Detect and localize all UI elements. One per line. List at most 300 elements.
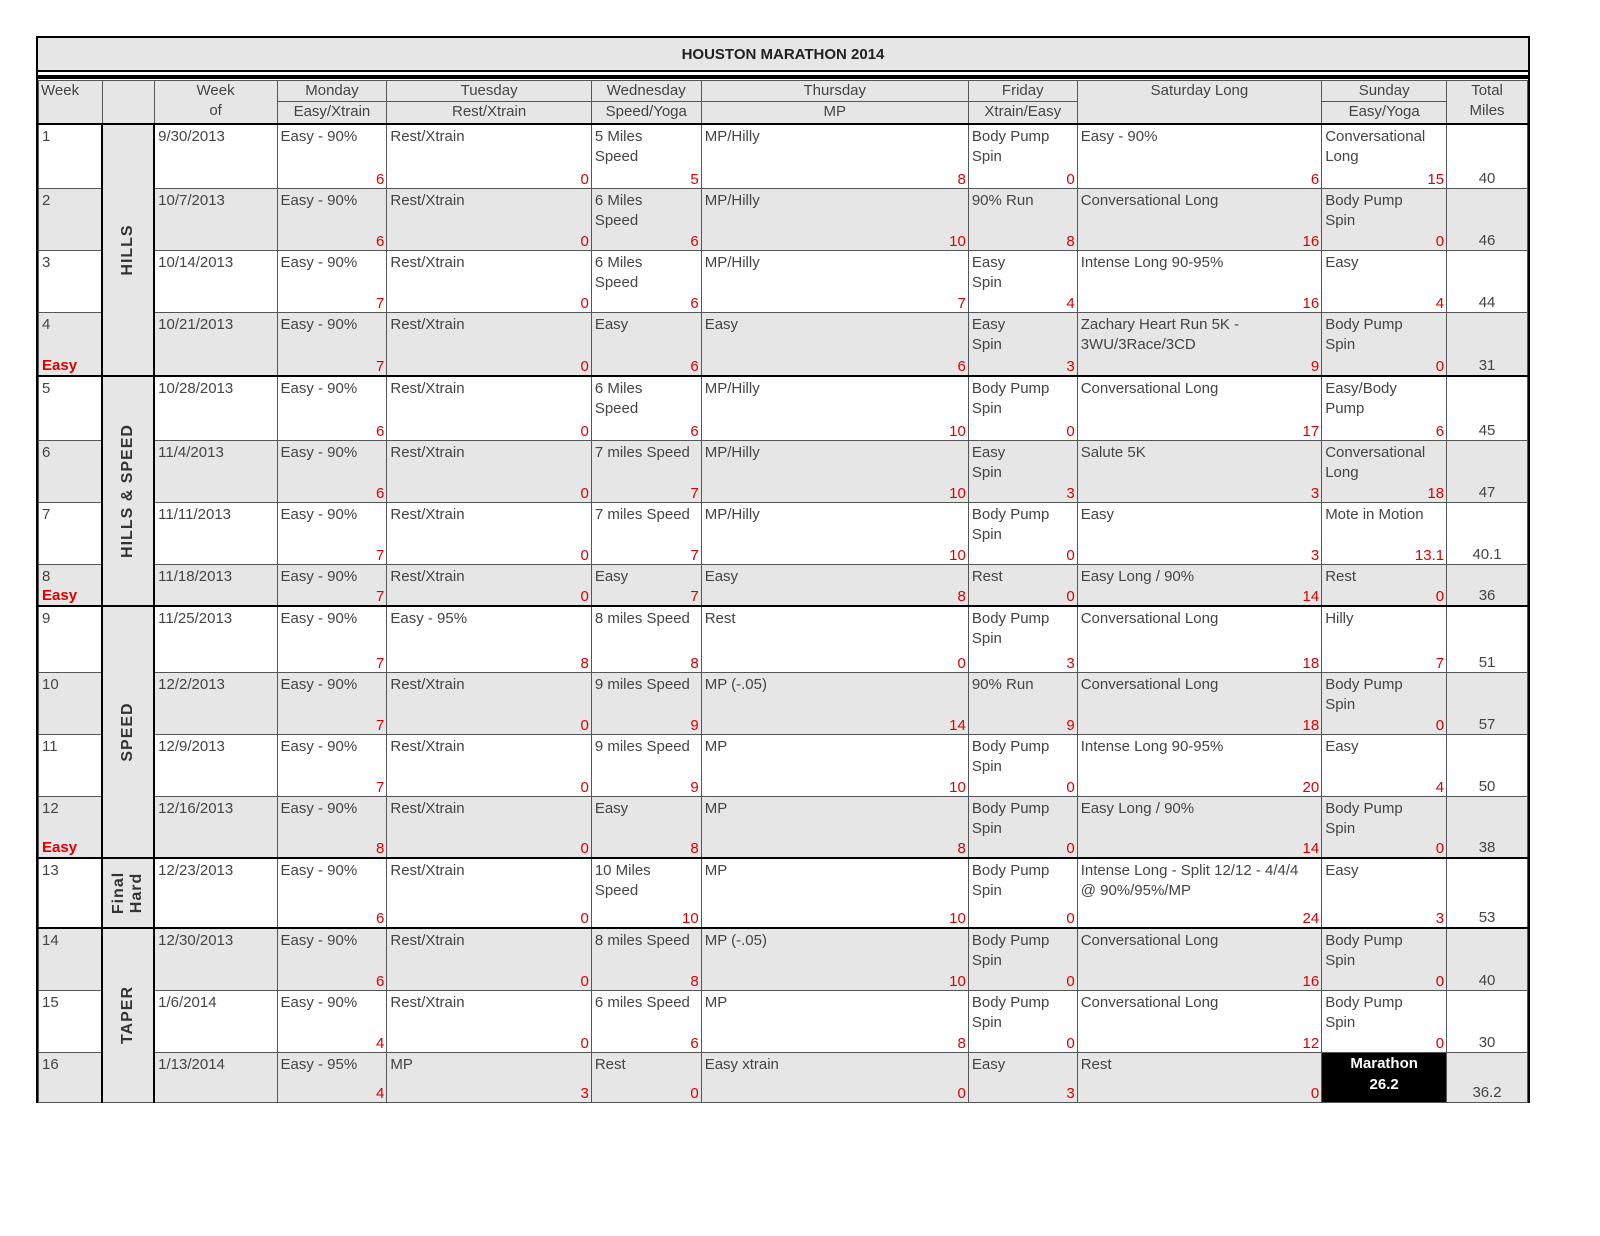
total-miles: 46 (1478, 231, 1496, 249)
week-of-date-text: 9/30/2013 (158, 128, 225, 145)
workout-miles: 0 (690, 1084, 699, 1102)
workout-cell (968, 796, 1077, 858)
header-total (1447, 81, 1528, 125)
workout-text: Easy Spin (971, 253, 1006, 291)
header-day-type: Easy/Xtrain (278, 101, 387, 122)
workout-cell (1077, 734, 1321, 796)
header-day-name: Wednesday (606, 82, 686, 99)
header-week-label: Week (41, 82, 80, 99)
workout-cell (701, 1052, 968, 1102)
total-miles: 40.1 (1472, 545, 1502, 563)
total-miles-cell (1447, 858, 1528, 928)
workout-cell (701, 440, 968, 502)
workout-miles: 7 (376, 294, 385, 312)
phase-label: HILLS & SPEED (119, 424, 137, 558)
workout-cell (591, 796, 701, 858)
workout-text: MP (704, 862, 728, 879)
workout-text: Rest/Xtrain (390, 191, 465, 209)
week-number: 16 (42, 1055, 59, 1073)
workout-text: Easy - 90% (280, 315, 358, 333)
header-day-name: Tuesday (460, 82, 518, 99)
workout-cell (1322, 672, 1447, 734)
workout-cell (1322, 734, 1447, 796)
workout-cell (1077, 188, 1321, 250)
total-miles: 40 (1478, 971, 1496, 989)
week-number: 2 (42, 191, 51, 209)
workout-cell (387, 734, 591, 796)
workout-cell (1322, 564, 1447, 606)
week-of-date (154, 312, 277, 376)
workout-cell (591, 672, 701, 734)
phase-cell (102, 928, 154, 1102)
workout-text: Easy (1325, 862, 1359, 879)
workout-miles: 7 (376, 546, 385, 564)
total-miles-cell (1447, 1052, 1528, 1102)
week-number-cell (39, 188, 103, 250)
header-week-of-line1: Week (196, 82, 235, 99)
week-of-date (154, 1052, 277, 1102)
workout-miles: 7 (957, 294, 966, 312)
workout-cell (277, 188, 387, 250)
workout-cell (968, 672, 1077, 734)
workout-miles: 0 (580, 546, 589, 564)
workout-text: Body Pump Spin (1325, 932, 1403, 969)
week-row (39, 312, 1528, 376)
workout-text: Rest/Xtrain (390, 993, 465, 1011)
workout-text: Conversational Long (1080, 993, 1219, 1011)
week-row (39, 440, 1528, 502)
workout-cell (591, 376, 701, 440)
total-miles: 30 (1478, 1033, 1496, 1051)
workout-miles: 8 (957, 170, 966, 188)
workout-text: Rest (1080, 1055, 1112, 1073)
workout-cell (968, 990, 1077, 1052)
week-number-cell (39, 124, 103, 188)
week-row (39, 928, 1528, 990)
workout-text: 10 Miles Speed (594, 862, 651, 899)
workout-miles: 10 (949, 778, 966, 796)
workout-miles: 10 (949, 972, 966, 990)
week-number: 3 (42, 253, 51, 271)
workout-text: MP/Hilly (704, 443, 760, 461)
workout-text: 6 Miles Speed (594, 253, 643, 291)
total-miles: 38 (1478, 839, 1496, 856)
workout-text: Easy (971, 1055, 1006, 1073)
header-day-name: Thursday (803, 82, 867, 99)
phase-label: SPEED (119, 702, 137, 762)
total-miles-cell (1447, 440, 1528, 502)
workout-miles: 4 (1435, 294, 1445, 312)
workout-text: 6 Miles Speed (594, 191, 643, 229)
workout-miles: 3 (1066, 1084, 1075, 1102)
workout-miles: 0 (1435, 1034, 1445, 1052)
workout-cell (277, 312, 387, 376)
week-of-date (154, 188, 277, 250)
workout-miles: 0 (580, 358, 589, 375)
workout-text: Easy - 90% (280, 128, 358, 145)
total-miles: 31 (1478, 357, 1496, 374)
header-day (277, 81, 387, 125)
total-miles-cell (1447, 734, 1528, 796)
workout-cell (968, 250, 1077, 312)
total-miles: 36.2 (1472, 1083, 1502, 1101)
workout-cell (1322, 250, 1447, 312)
week-number-cell (39, 376, 103, 440)
workout-text: Conversational Long (1080, 675, 1219, 693)
workout-miles: 7 (376, 358, 385, 375)
workout-text: 9 miles Speed (594, 675, 690, 693)
workout-miles: 0 (1066, 778, 1075, 796)
workout-cell (591, 124, 701, 188)
workout-text: Body Pump Spin (1325, 675, 1403, 713)
workout-text: Body Pump Spin (1325, 315, 1403, 353)
week-of-date-text: 10/14/2013 (158, 253, 234, 271)
workout-text: 90% Run (971, 675, 1034, 693)
workout-miles: 7 (376, 588, 385, 605)
workout-miles: 4 (1435, 778, 1445, 796)
workout-miles: 6 (690, 358, 699, 375)
phase-cell (102, 376, 154, 606)
workout-text: Salute 5K (1080, 443, 1146, 461)
header-week-of-line2: of (209, 102, 222, 119)
workout-miles: 6 (1435, 422, 1445, 440)
header-day-type: Xtrain/Easy (969, 101, 1077, 122)
week-number-cell (39, 1052, 103, 1102)
workout-cell (1322, 928, 1447, 990)
workout-text: Intense Long - Split 12/12 - 4/4/4 @ 90%/95%/MP (1080, 862, 1299, 899)
phase-cell (102, 606, 154, 858)
total-miles: 45 (1478, 421, 1496, 439)
workout-text: Body Pump Spin (971, 610, 1050, 647)
workout-text: Easy (704, 315, 739, 333)
workout-text: Easy Long / 90% (1080, 799, 1195, 817)
workout-cell (1077, 250, 1321, 312)
workout-cell (968, 928, 1077, 990)
phase-label: HILLS (119, 224, 137, 276)
workout-text: Easy xtrain (704, 1055, 779, 1073)
workout-cell (1322, 990, 1447, 1052)
workout-cell (387, 796, 591, 858)
workout-cell (1322, 796, 1447, 858)
total-miles: 40 (1478, 169, 1496, 187)
workout-miles: 9 (1310, 358, 1320, 375)
workout-miles: 14 (1302, 588, 1320, 605)
workout-cell (387, 376, 591, 440)
workout-text: Easy - 90% (280, 932, 358, 949)
week-of-date-text: 12/9/2013 (158, 737, 225, 755)
workout-miles: 0 (580, 170, 589, 188)
workout-miles: 8 (376, 840, 385, 857)
workout-miles: 10 (949, 232, 966, 250)
workout-cell (387, 564, 591, 606)
workout-miles: 3 (1310, 546, 1320, 564)
workout-miles: 0 (1435, 232, 1445, 250)
workout-cell (277, 672, 387, 734)
workout-text: Easy - 90% (280, 567, 358, 585)
workout-text: Conversational Long (1080, 380, 1219, 397)
workout-cell (1077, 376, 1321, 440)
week-number: 12 (42, 799, 59, 817)
workout-text: Body Pump Spin (971, 932, 1050, 969)
workout-text: Conversational Long (1080, 932, 1219, 949)
workout-text: Easy/Body Pump (1325, 380, 1397, 417)
workout-cell (387, 250, 591, 312)
workout-cell (387, 928, 591, 990)
workout-miles: 10 (949, 484, 966, 502)
week-number-cell (39, 796, 103, 858)
week-row (39, 734, 1528, 796)
workout-miles: 14 (1302, 840, 1320, 857)
workout-cell (968, 606, 1077, 672)
week-number-cell (39, 564, 103, 606)
workout-miles: 6 (376, 232, 385, 250)
week-of-date-text: 11/4/2013 (158, 443, 224, 461)
workout-miles: 17 (1302, 422, 1320, 440)
workout-cell (1077, 672, 1321, 734)
title-separator (38, 75, 1528, 79)
easy-week-label: Easy (42, 587, 78, 604)
workout-text: Hilly (1325, 610, 1354, 627)
total-miles: 47 (1478, 483, 1496, 501)
workout-miles: 6 (690, 422, 699, 440)
workout-cell (701, 188, 968, 250)
workout-miles: 7 (690, 484, 699, 502)
workout-cell (591, 1052, 701, 1102)
workout-cell (701, 796, 968, 858)
workout-text: Easy - 95% (390, 610, 468, 627)
workout-miles: 18 (1302, 716, 1320, 734)
total-miles-cell (1447, 990, 1528, 1052)
workout-text: Easy Spin (971, 315, 1006, 353)
week-of-date-text: 10/28/2013 (158, 380, 234, 397)
workout-miles: 0 (957, 1084, 966, 1102)
workout-text: Easy - 90% (280, 862, 358, 879)
workout-text: Body Pump Spin (1325, 993, 1403, 1031)
total-miles-cell (1447, 312, 1528, 376)
workout-miles: 4 (376, 1084, 385, 1102)
workout-cell (387, 672, 591, 734)
workout-miles: 6 (690, 294, 699, 312)
workout-cell (701, 124, 968, 188)
workout-miles: 7 (690, 588, 699, 605)
week-of-date (154, 124, 277, 188)
header-day (591, 81, 701, 125)
workout-text: Zachary Heart Run 5K - 3WU/3Race/3CD (1080, 315, 1240, 353)
workout-text: Intense Long 90-95% (1080, 253, 1224, 271)
workout-miles: 16 (1302, 232, 1320, 250)
workout-text: Conversational Long (1080, 610, 1219, 627)
marathon-cell (1322, 1052, 1447, 1102)
workout-miles: 7 (690, 546, 699, 564)
workout-cell (1077, 502, 1321, 564)
workout-text: Rest/Xtrain (390, 799, 465, 817)
workout-miles: 3 (1435, 910, 1445, 927)
workout-cell (1322, 440, 1447, 502)
workout-miles: 8 (690, 840, 699, 857)
workout-text: Body Pump Spin (971, 862, 1050, 899)
header-day-type: Speed/Yoga (592, 101, 701, 122)
workout-cell (277, 990, 387, 1052)
week-number-cell (39, 928, 103, 990)
header-total-line2: Miles (1469, 102, 1505, 119)
header-day (701, 81, 968, 125)
week-of-date-text: 11/18/2013 (158, 567, 233, 585)
workout-text: Conversational Long (1325, 128, 1426, 165)
workout-miles: 0 (1435, 588, 1445, 605)
week-number-cell (39, 250, 103, 312)
total-miles-cell (1447, 796, 1528, 858)
week-row (39, 990, 1528, 1052)
workout-miles: 0 (580, 294, 589, 312)
workout-miles: 0 (1435, 972, 1445, 990)
workout-miles: 3 (1066, 358, 1075, 375)
workout-miles: 4 (1066, 294, 1075, 312)
workout-text: 6 Miles Speed (594, 380, 643, 417)
workout-text: Rest (1325, 567, 1357, 585)
workout-text: Rest/Xtrain (390, 380, 465, 397)
week-of-date-text: 12/2/2013 (158, 675, 225, 693)
week-of-date (154, 928, 277, 990)
workout-miles: 0 (1066, 840, 1075, 857)
workout-cell (277, 796, 387, 858)
workout-miles: 6 (376, 484, 385, 502)
week-of-date (154, 796, 277, 858)
week-of-date (154, 250, 277, 312)
workout-miles: 14 (949, 716, 966, 734)
week-row (39, 250, 1528, 312)
week-of-date (154, 376, 277, 440)
workout-cell (277, 606, 387, 672)
workout-miles: 6 (690, 232, 699, 250)
workout-cell (701, 858, 968, 928)
workout-miles: 6 (376, 910, 385, 927)
week-row (39, 606, 1528, 672)
header-day-name: Sunday (1358, 82, 1410, 99)
workout-text: MP (704, 799, 728, 817)
workout-miles: 0 (1066, 972, 1075, 990)
week-of-date-text: 12/16/2013 (158, 799, 234, 817)
workout-cell (1077, 440, 1321, 502)
total-miles: 50 (1478, 777, 1496, 795)
phase-label: TAPER (119, 986, 137, 1045)
workout-cell (387, 188, 591, 250)
workout-miles: 8 (1066, 232, 1075, 250)
header-day-type: MP (702, 101, 968, 122)
workout-cell (277, 376, 387, 440)
workout-cell (1077, 1052, 1321, 1102)
workout-miles: 3 (1066, 484, 1075, 502)
workout-miles: 18 (1427, 484, 1445, 502)
marathon-label: Marathon (1350, 1054, 1418, 1072)
workout-cell (701, 376, 968, 440)
workout-cell (968, 858, 1077, 928)
workout-miles: 18 (1302, 654, 1320, 672)
workout-text: Easy - 90% (1080, 128, 1158, 145)
easy-week-label: Easy (42, 357, 78, 374)
workout-text: 8 miles Speed (594, 932, 690, 949)
workout-text: Easy (1325, 253, 1359, 271)
header-day-name: Saturday Long (1150, 82, 1249, 99)
workout-cell (591, 990, 701, 1052)
workout-text: Rest (971, 567, 1003, 585)
workout-text: Rest/Xtrain (390, 443, 465, 461)
workout-miles: 8 (957, 840, 966, 857)
workout-cell (277, 250, 387, 312)
workout-cell (968, 440, 1077, 502)
total-miles: 44 (1478, 293, 1496, 311)
workout-miles: 7 (376, 778, 385, 796)
workout-cell (1077, 124, 1321, 188)
workout-cell (591, 858, 701, 928)
header-day-type: Rest/Xtrain (387, 101, 590, 122)
workout-miles: 0 (580, 484, 589, 502)
workout-cell (277, 734, 387, 796)
header-day (1322, 81, 1447, 125)
workout-text: Easy - 95% (280, 1055, 358, 1073)
week-number: 10 (42, 675, 59, 693)
workout-cell (1077, 606, 1321, 672)
header-row (39, 81, 1528, 125)
workout-cell (968, 564, 1077, 606)
workout-text: Rest/Xtrain (390, 505, 465, 523)
workout-cell (387, 440, 591, 502)
total-miles-cell (1447, 502, 1528, 564)
workout-miles: 10 (949, 546, 966, 564)
workout-text: Easy - 90% (280, 737, 358, 755)
workout-cell (701, 250, 968, 312)
workout-text: Mote in Motion (1325, 505, 1424, 523)
workout-text: Easy Long / 90% (1080, 567, 1195, 585)
workout-cell (591, 440, 701, 502)
workout-text: Easy (594, 315, 629, 333)
week-number: 15 (42, 993, 59, 1011)
workout-miles: 0 (1066, 170, 1075, 188)
workout-cell (277, 440, 387, 502)
workout-cell (591, 502, 701, 564)
workout-text: Rest/Xtrain (390, 737, 465, 755)
header-day (1077, 81, 1321, 125)
week-of-date-text: 1/6/2014 (158, 993, 217, 1011)
week-number-cell (39, 312, 103, 376)
phase-cell (102, 858, 154, 928)
week-row (39, 858, 1528, 928)
workout-text: MP (390, 1055, 413, 1073)
marathon-distance: 26.2 (1369, 1075, 1399, 1093)
workout-miles: 3 (1066, 654, 1075, 672)
week-of-date (154, 606, 277, 672)
workout-cell (387, 312, 591, 376)
workout-text: Body Pump Spin (971, 380, 1050, 417)
week-row (39, 796, 1528, 858)
workout-text: Easy - 90% (280, 191, 358, 209)
workout-cell (591, 312, 701, 376)
workout-text: Easy (594, 799, 629, 817)
workout-text: Easy - 90% (280, 993, 358, 1011)
workout-cell (968, 376, 1077, 440)
workout-cell (701, 502, 968, 564)
workout-miles: 10 (682, 910, 699, 927)
workout-cell (1322, 606, 1447, 672)
workout-text: Body Pump Spin (1325, 191, 1403, 229)
workout-cell (591, 928, 701, 990)
workout-cell (1322, 858, 1447, 928)
workout-text: MP/Hilly (704, 253, 760, 271)
training-table (38, 80, 1528, 1103)
workout-cell (387, 606, 591, 672)
workout-cell (968, 188, 1077, 250)
workout-text: Rest (594, 1055, 626, 1073)
workout-text: Body Pump Spin (971, 799, 1050, 837)
